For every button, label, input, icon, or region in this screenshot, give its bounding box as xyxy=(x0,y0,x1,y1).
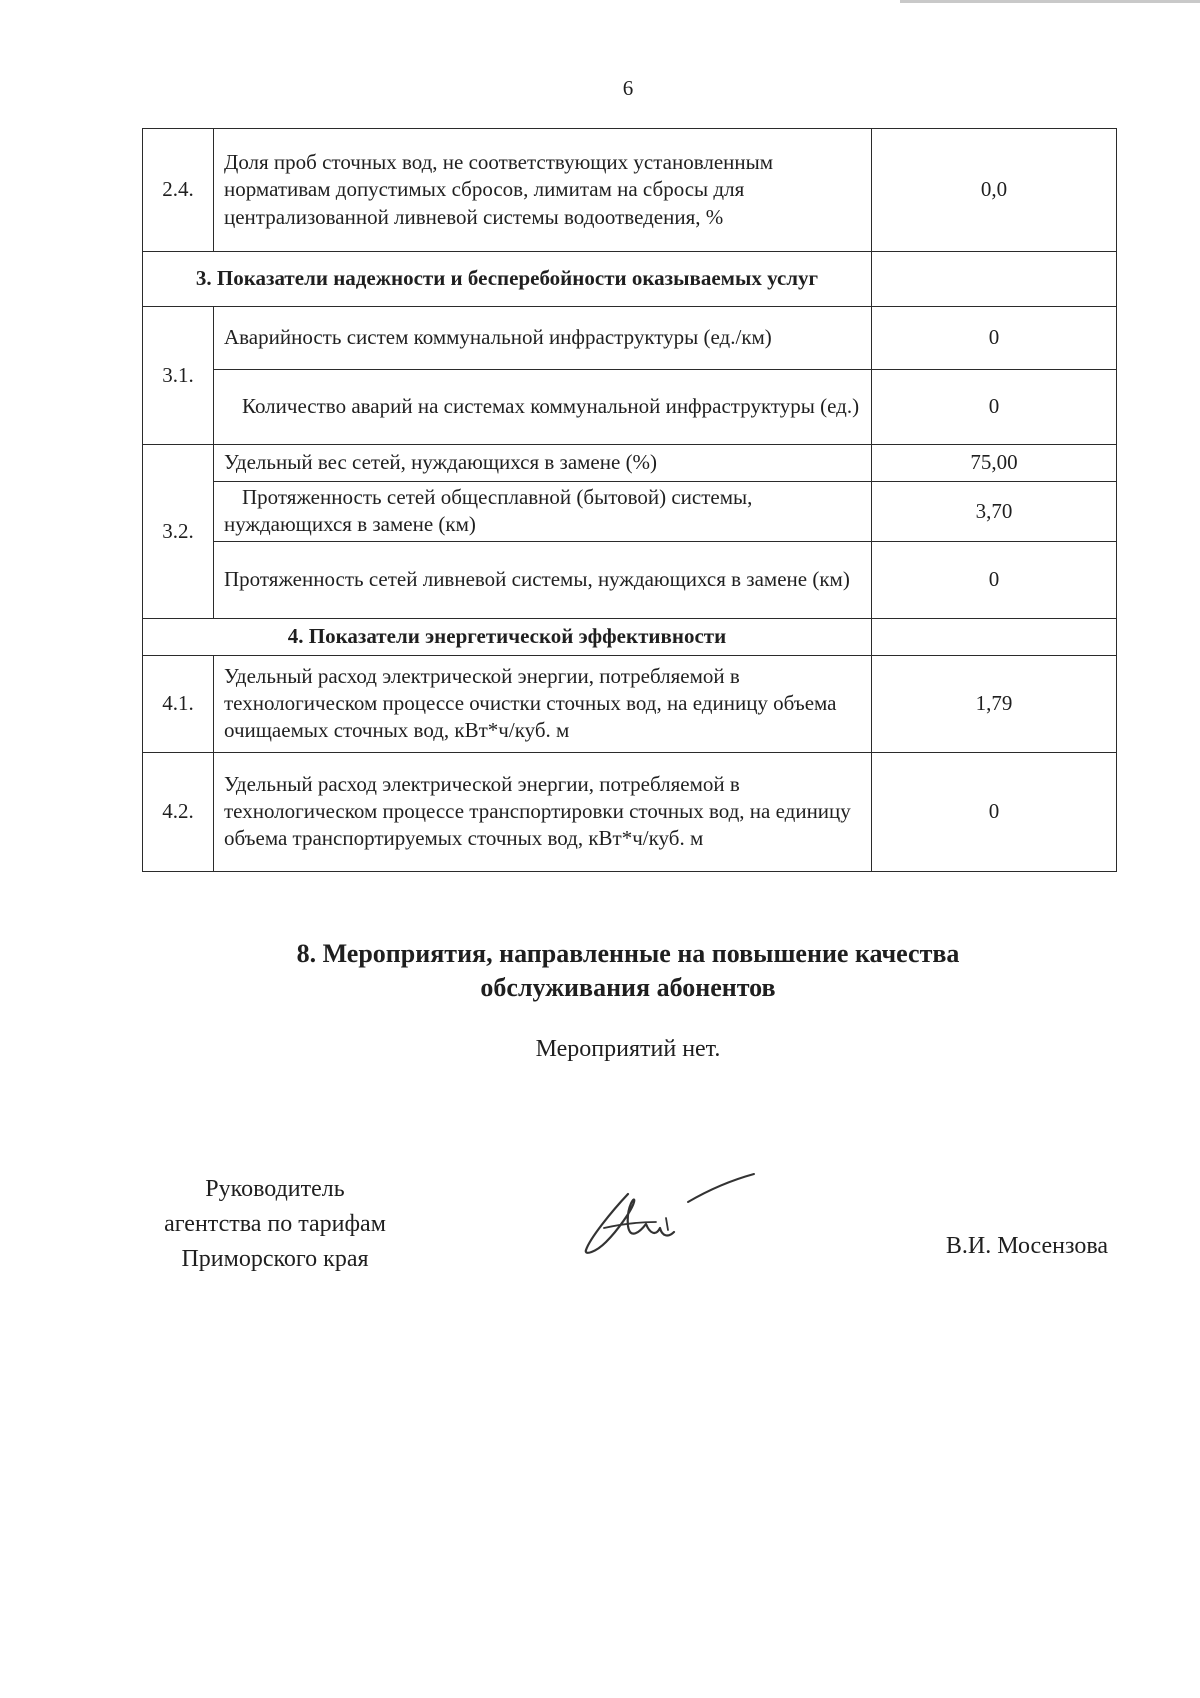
row-number: 3.1. xyxy=(143,307,214,445)
page-number: 6 xyxy=(622,76,634,100)
table-row xyxy=(143,655,1117,752)
heading-line: обслуживания абонентов xyxy=(480,972,776,1002)
signer-title xyxy=(130,1172,420,1276)
section-title: 4. Показатели энергетической эффективности xyxy=(143,618,872,655)
indicator-description: Удельный расход электрической энергии, потребляемой в технологическом процессе транспортировки сточных вод, на единицу объема транспортируемых сточных вод, кВт*ч/куб. м xyxy=(214,752,872,871)
heading-line: 8. Мероприятия, направленные на повышение качества xyxy=(296,939,960,968)
indicator-description: Удельный вес сетей, нуждающихся в замене (%) xyxy=(214,445,872,482)
indicators-table xyxy=(142,128,1117,872)
indicator-value: 0 xyxy=(872,370,1117,445)
signer-title-line: Приморского края xyxy=(181,1245,369,1272)
indicator-value: 75,00 xyxy=(872,445,1117,482)
signer-name: В.И. Мосензова xyxy=(945,1233,1108,1259)
indicator-value: 0,0 xyxy=(872,129,1117,252)
row-number: 2.4. xyxy=(143,129,214,252)
row-number: 4.2. xyxy=(143,752,214,871)
indicator-description: Доля проб сточных вод, не соответствующих установленным нормативам допустимых сбросов, лимитам на сбросы для централизованной ливневой системы водоотведения, % xyxy=(214,129,872,252)
section-row xyxy=(143,618,1117,655)
table-row xyxy=(143,541,1117,618)
table-row xyxy=(143,307,1117,370)
no-measures-text: Мероприятий нет. xyxy=(535,1036,721,1062)
signer-title-line: агентства по тарифам xyxy=(164,1210,386,1237)
indicator-value: 0 xyxy=(872,752,1117,871)
empty-value-cell xyxy=(872,252,1117,307)
handwritten-signature xyxy=(582,1166,762,1266)
scan-edge xyxy=(900,0,1200,3)
row-number: 3.2. xyxy=(143,445,214,619)
table-row xyxy=(143,445,1117,482)
indicator-value: 0 xyxy=(872,307,1117,370)
indicator-value: 1,79 xyxy=(872,655,1117,752)
section-heading xyxy=(0,937,1200,1005)
table-row xyxy=(143,482,1117,542)
indicator-description: Количество аварий на системах коммунальной инфраструктуры (ед.) xyxy=(214,370,872,445)
indicator-value: 3,70 xyxy=(872,482,1117,542)
indicator-description: Аварийность систем коммунальной инфраструктуры (ед./км) xyxy=(214,307,872,370)
indicator-description: Протяженность сетей ливневой системы, нуждающихся в замене (км) xyxy=(214,541,872,618)
indicator-value: 0 xyxy=(872,541,1117,618)
row-number: 4.1. xyxy=(143,655,214,752)
section-row xyxy=(143,252,1117,307)
indicator-description: Протяженность сетей общесплавной (бытовой) системы, нуждающихся в замене (км) xyxy=(214,482,872,542)
signer-title-line: Руководитель xyxy=(205,1176,345,1202)
table-row xyxy=(143,129,1117,252)
empty-value-cell xyxy=(872,618,1117,655)
indicator-description: Удельный расход электрической энергии, потребляемой в технологическом процессе очистки сточных вод, на единицу объема очищаемых сточных вод, кВт*ч/куб. м xyxy=(214,655,872,752)
section-title: 3. Показатели надежности и бесперебойности оказываемых услуг xyxy=(143,252,872,307)
table-row xyxy=(143,370,1117,445)
table-row xyxy=(143,752,1117,871)
